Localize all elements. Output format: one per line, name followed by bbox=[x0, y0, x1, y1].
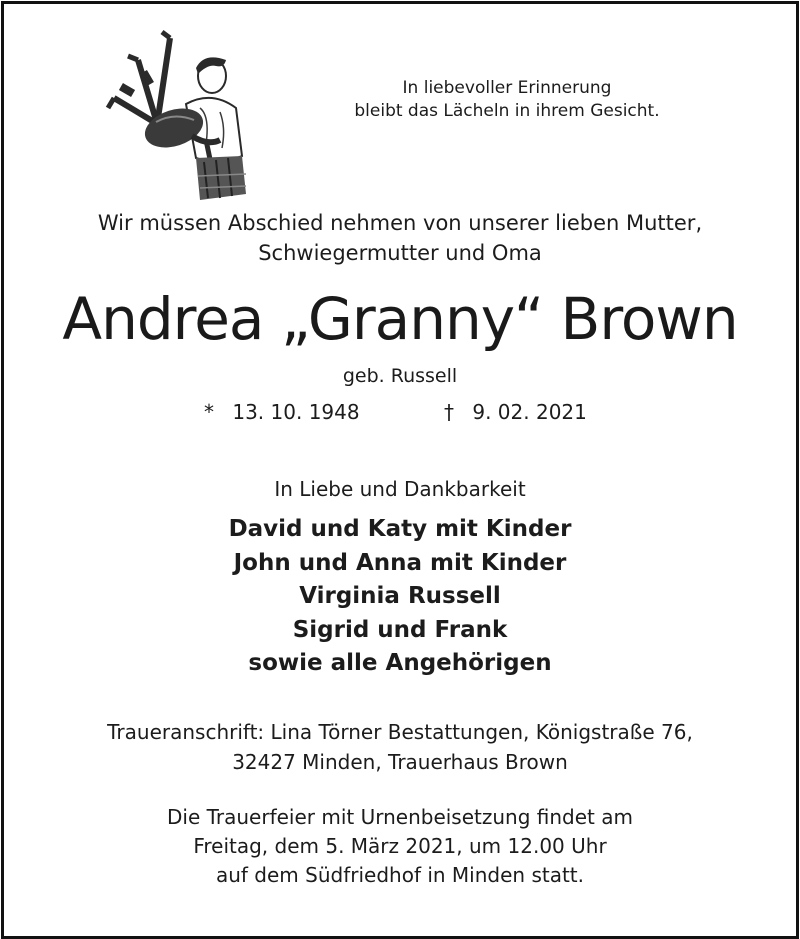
birth-name: geb. Russell bbox=[342, 365, 458, 387]
death-date-value: 9. 02. 2021 bbox=[472, 400, 587, 424]
mourner-entry: Virginia Russell bbox=[299, 583, 501, 609]
mourner-entry: David und Katy mit Kinder bbox=[228, 516, 572, 542]
mourner-entry: sowie alle Angehörigen bbox=[248, 650, 552, 676]
death-date bbox=[444, 398, 587, 426]
ceremony-line: Die Trauerfeier mit Urnenbeisetzung findet am bbox=[166, 805, 633, 829]
birth-date-value: 13. 10. 1948 bbox=[232, 400, 360, 424]
deceased-name: Andrea „Granny“ Brown bbox=[62, 285, 738, 353]
birth-star-symbol: * bbox=[204, 400, 214, 424]
address-line: Traueranschrift: Lina Törner Bestattungen, Königstraße 76, bbox=[107, 720, 693, 744]
ceremony-info bbox=[4, 803, 796, 890]
memory-verse bbox=[322, 77, 692, 123]
thanks-line: In Liebe und Dankbarkeit bbox=[274, 477, 526, 501]
mourning-address bbox=[4, 717, 796, 777]
memory-line: In liebevoller Erinnerung bbox=[402, 78, 612, 98]
bagpiper-illustration bbox=[100, 16, 250, 202]
ceremony-line: Freitag, dem 5. März 2021, um 12.00 Uhr bbox=[193, 834, 607, 858]
death-cross-symbol: † bbox=[444, 400, 454, 424]
birth-date bbox=[204, 398, 360, 426]
mourners-list bbox=[4, 513, 796, 681]
farewell-intro bbox=[4, 208, 796, 268]
address-line: 32427 Minden, Trauerhaus Brown bbox=[232, 750, 568, 774]
ceremony-line: auf dem Südfriedhof in Minden statt. bbox=[215, 863, 585, 887]
mourner-entry: Sigrid und Frank bbox=[292, 616, 508, 643]
mourner-entry: John und Anna mit Kinder bbox=[233, 549, 567, 576]
intro-line: Wir müssen Abschied nehmen von unserer lieben Mutter, bbox=[97, 211, 703, 235]
intro-line: Schwiegermutter und Oma bbox=[258, 241, 542, 265]
obituary-notice bbox=[1, 1, 799, 939]
memory-line: bleibt das Lächeln in ihrem Gesicht. bbox=[354, 101, 660, 121]
